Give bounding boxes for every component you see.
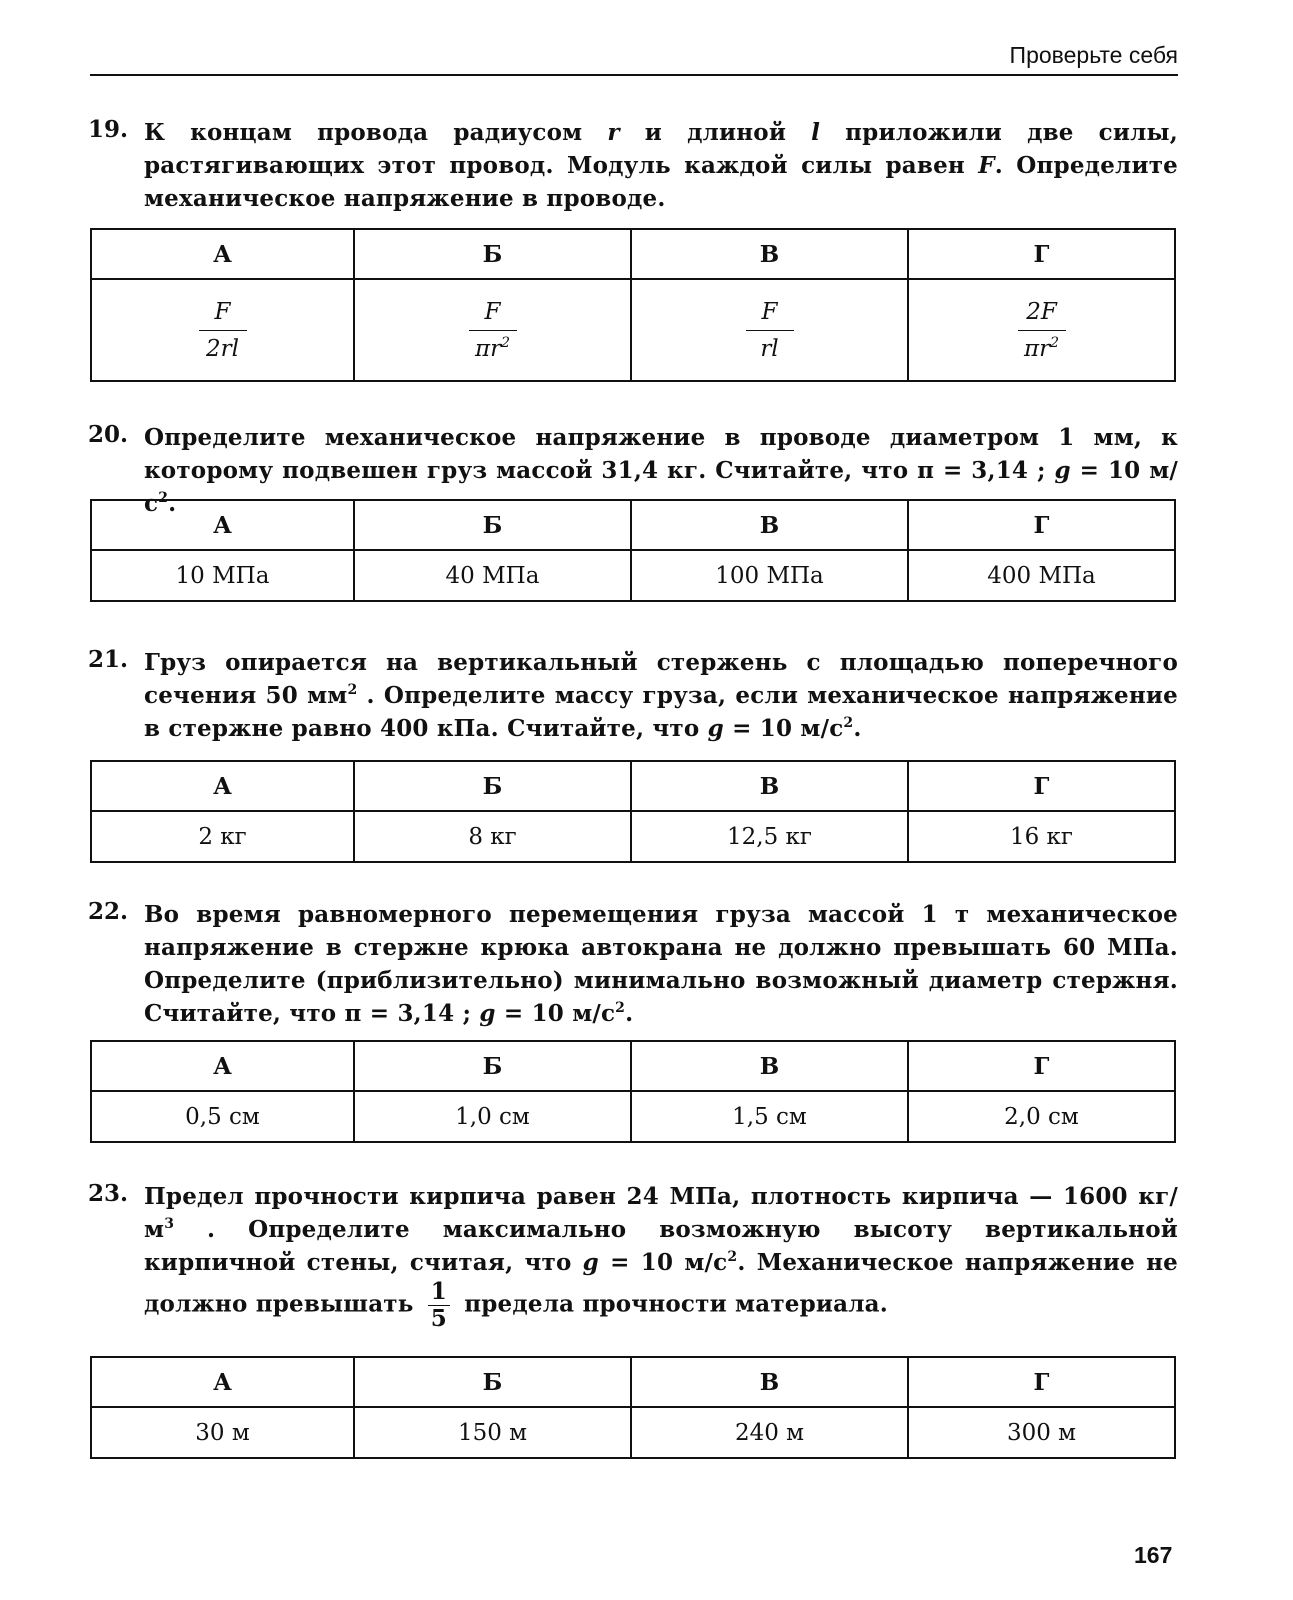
answer-b: 40 МПа	[354, 550, 631, 601]
answer-c: 100 МПа	[631, 550, 908, 601]
problem-text: К концам провода радиусом r и длиной l приложили две силы, растягивающих этот провод. Модуль каждой силы равен F. Определите механическое напряжение в проводе.	[144, 119, 1179, 212]
fraction: $\frac{F}{rl}$	[746, 298, 794, 363]
problem-number: 23.	[88, 1180, 129, 1207]
header-title: Проверьте себя	[1009, 42, 1178, 68]
answer-table	[90, 499, 1176, 602]
option-label: А	[91, 761, 354, 811]
option-label: В	[631, 761, 908, 811]
problem-text: Определите механическое напряжение в проводе диаметром 1 мм, к которому подвешен груз массой 31,4 кг. Считайте, что π = 3,14 ; g = 10 $м/с^2$.	[144, 424, 1178, 517]
option-label: А	[91, 1357, 354, 1407]
option-label: В	[631, 229, 908, 279]
fraction: $\frac{F}{\pi r^2}$	[469, 298, 517, 363]
answer-d: 2,0 см	[908, 1091, 1175, 1142]
option-label: Г	[908, 500, 1175, 550]
option-label: Б	[354, 1041, 631, 1091]
fraction: $\frac{2F}{\pi r^2}$	[1018, 298, 1066, 363]
page-header	[90, 36, 1178, 76]
problem-21	[88, 646, 1178, 850]
option-label: Г	[908, 229, 1175, 279]
answer-b: 1,0 см	[354, 1091, 631, 1142]
answer-c: 240 м	[631, 1407, 908, 1458]
problem-20	[88, 421, 1178, 589]
option-label: В	[631, 1041, 908, 1091]
answer-c: 12,5 кг	[631, 811, 908, 862]
problem-number: 19.	[88, 116, 129, 143]
problem-text: Груз опирается на вертикальный стержень с площадью поперечного сечения 50 $мм^2$ . Определите массу груза, если механическое напряжение в стержне равно 400 кПа. Считайте, что g = 10 $м/с^2$.	[144, 649, 1178, 742]
option-label: В	[631, 1357, 908, 1407]
answer-b: 150 м	[354, 1407, 631, 1458]
problem-19	[88, 116, 1179, 362]
problem-text: Во время равномерного перемещения груза массой 1 т механическое напряжение в стержне крюка автокрана не должно превышать 60 МПа. Определите (приблизительно) минимально возможный диаметр стержня. Считайте, что π = 3,14 ; g = 10 $м/с^2$.	[144, 901, 1178, 1027]
answer-table	[90, 760, 1176, 863]
answer-a: 30 м	[91, 1407, 354, 1458]
option-label: Г	[908, 1041, 1175, 1091]
option-label: Б	[354, 229, 631, 279]
problem-22	[88, 898, 1178, 1130]
answer-d: 400 МПа	[908, 550, 1175, 601]
answer-c	[631, 279, 908, 381]
answer-a: 10 МПа	[91, 550, 354, 601]
option-label: Б	[354, 1357, 631, 1407]
option-label: А	[91, 229, 354, 279]
problem-number: 22.	[88, 898, 129, 925]
problem-number: 21.	[88, 646, 129, 673]
answer-table	[90, 1040, 1176, 1143]
answer-c: 1,5 см	[631, 1091, 908, 1142]
answer-table	[90, 1356, 1176, 1459]
answer-d: 16 кг	[908, 811, 1175, 862]
problem-23	[88, 1180, 1178, 1446]
option-label: Г	[908, 1357, 1175, 1407]
answer-a: 0,5 см	[91, 1091, 354, 1142]
answer-table	[90, 228, 1176, 382]
fraction-one-fifth: $\frac{1}{5}$	[428, 1279, 450, 1332]
option-label: Г	[908, 761, 1175, 811]
answer-a	[91, 279, 354, 381]
page-number: 167	[1134, 1542, 1173, 1568]
fraction: $\frac{F}{2rl}$	[199, 298, 247, 363]
option-label: Б	[354, 500, 631, 550]
problem-number: 20.	[88, 421, 129, 448]
answer-d: 300 м	[908, 1407, 1175, 1458]
answer-b	[354, 279, 631, 381]
answer-d	[908, 279, 1175, 381]
problem-text: Предел прочности кирпича равен 24 МПа, плотность кирпича — 1600 $кг/м^3$ . Определите максимально возможную высоту вертикальной кирпичной стены, считая, что g = 10 $м/с^2$. Механическое напряжение не должно превышать $\frac{1}{5}$ предела прочности материала.	[144, 1183, 1178, 1332]
answer-a: 2 кг	[91, 811, 354, 862]
option-label: В	[631, 500, 908, 550]
option-label: А	[91, 1041, 354, 1091]
option-label: Б	[354, 761, 631, 811]
option-label: А	[91, 500, 354, 550]
answer-b: 8 кг	[354, 811, 631, 862]
